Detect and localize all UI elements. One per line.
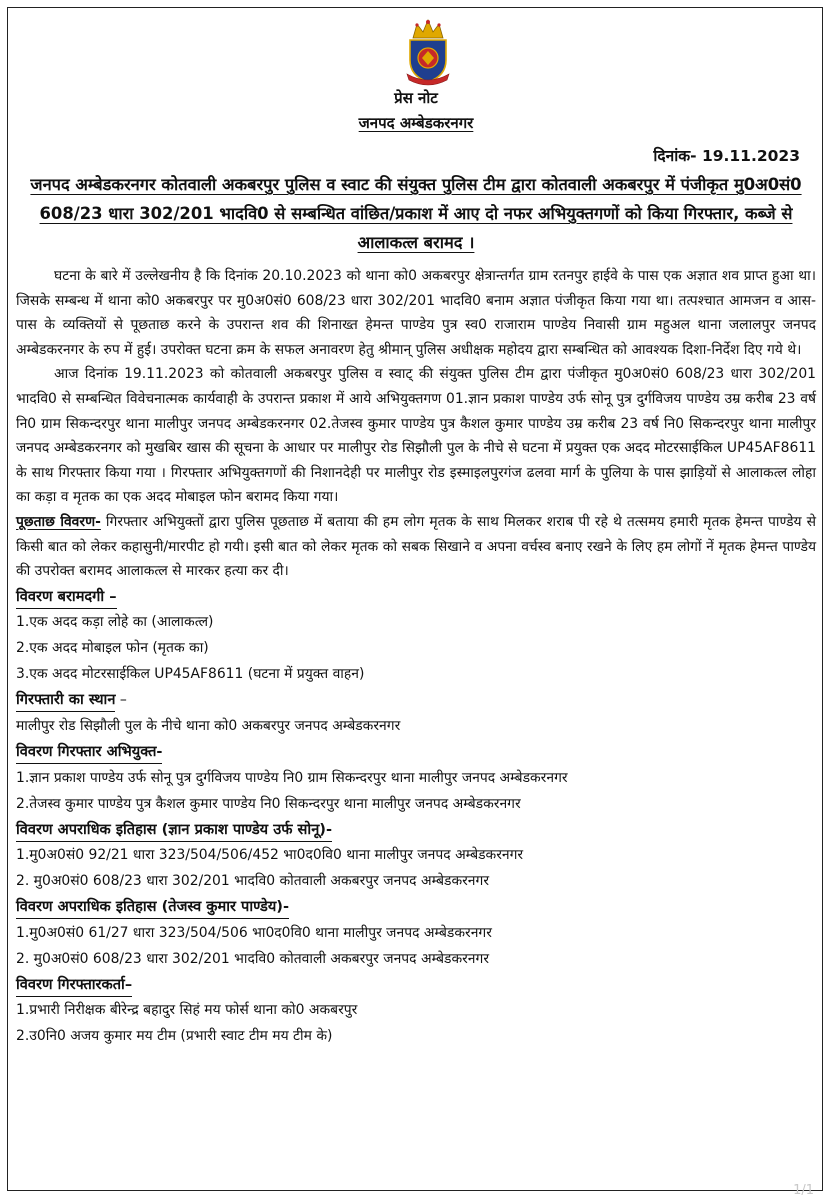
paragraph-incident: घटना के बारे में उल्लेखनीय है कि दिनांक 20.10.2023 को थाना को0 अकबरपुर क्षेत्रान्तर्गत ग्राम रतनपुर हाईवे के पास एक अज्ञात शव प्राप्त हुआ था। जिसके सम्बन्ध में थाना को0 अकबरपुर पर मु0अ0सं0 608/23 धारा 302/201 भादवि0 बनाम अज्ञात पंजीकृत किया गया था। तत्पश्चात आमजन व आस-पास के व्यक्तियों से पूछताछ करने के उपरान्त शव की शिनाख्त हेमन्त पाण्डेय पुत्र स्व0 राजाराम पाण्डेय निवासी ग्राम महुअल थाना जलालपुर जनपद अम्बेडकरनगर के रुप में हुई। उपरोक्त घटना क्रम के सफल अनावरण हेतु श्रीमान् पुलिस अधीक्षक महोदय द्वारा सम्बन्धित को आवश्यक दिशा-निर्देश दिए गये थे।	[16, 268, 816, 358]
section-line: मालीपुर रोड सिझौली पुल के नीचे थाना को0 अकबरपुर जनपद अम्बेडकरनगर	[16, 717, 401, 734]
section-line: 1.मु0अ0सं0 92/21 धारा 323/504/506/452 भा0द0वि0 थाना मालीपुर जनपद अम्बेडकरनगर	[16, 847, 524, 864]
press-note-body	[16, 264, 816, 1049]
section-heading: विवरण अपराधिक इतिहास (ज्ञान प्रकाश पाण्डेय उर्फ सोनू)-	[16, 818, 332, 842]
details-sections	[16, 585, 816, 1050]
press-note-title: प्रेस नोट	[394, 89, 438, 107]
section-line: 1.प्रभारी निरीक्षक बीरेन्द्र बहादुर सिहं मय फोर्स थाना को0 अकबरपुर	[16, 1002, 358, 1019]
section-line: 2.तेजस्व कुमार पाण्डेय पुत्र कैशल कुमार पाण्डेय नि0 सिकन्दरपुर थाना मालीपुर जनपद अम्बेडकरनगर	[16, 795, 521, 812]
section-block	[16, 740, 816, 817]
section-heading-row	[16, 818, 816, 843]
section-block	[16, 818, 816, 895]
section-line: 3.एक अदद मोटरसाईकिल UP45AF8611 (घटना में प्रयुक्त वाहन)	[16, 666, 365, 683]
section-heading: विवरण अपराधिक इतिहास (तेजस्व कुमार पाण्डेय)-	[16, 895, 289, 919]
up-police-emblem-icon	[403, 18, 453, 86]
section-heading-suffix: –	[115, 692, 127, 709]
interrogation-label: पूछताछ विवरण-	[16, 513, 101, 530]
section-heading: गिरफ्तारी का स्थान	[16, 688, 115, 712]
section-block	[16, 688, 816, 739]
section-heading-row	[16, 973, 816, 998]
section-heading-row	[16, 688, 816, 713]
interrogation-text: गिरफ्तार अभियुक्तों द्वारा पुलिस पूछताछ में बताया की हम लोग मृतक के साथ मिलकर शराब पी रहे थे तत्समय हमारी मृतक हेमन्त पाण्डेय से किसी बात को लेकर कहासुनी/मारपीट हो गयी। इसी बात को लेकर मृतक को सबक सिखाने व अपना वर्चस्व बनाए रखने के लिए हम लोगों नें मृतक हेमन्त पाण्डेय की उपरोक्त बरामद आलाकत्ल से मारकर हत्या कर दी।	[16, 513, 817, 580]
section-line: 2.उ0नि0 अजय कुमार मय टीम (प्रभारी स्वाट टीम मय टीम के)	[16, 1028, 333, 1045]
section-heading-row	[16, 740, 816, 765]
press-note-date: दिनांक- 19.11.2023	[653, 147, 800, 165]
section-heading: विवरण बरामदगी –	[16, 585, 117, 609]
section-line: 1.मु0अ0सं0 61/27 धारा 323/504/506 भा0द0वि0 थाना मालीपुर जनपद अम्बेडकरनगर	[16, 924, 492, 941]
section-line: 2. मु0अ0सं0 608/23 धारा 302/201 भादवि0 कोतवाली अकबरपुर जनपद अम्बेडकरनगर	[16, 873, 490, 890]
section-line: 1.एक अदद कड़ा लोहे का (आलाकत्ल)	[16, 614, 214, 631]
paragraph-interrogation	[16, 510, 816, 584]
section-block	[16, 585, 816, 688]
section-line: 1.ज्ञान प्रकाश पाण्डेय उर्फ सोनू पुत्र दुर्गविजय पाण्डेय नि0 ग्राम सिकन्दरपुर थाना मालीपुर जनपद अम्बेडकरनगर	[16, 769, 568, 786]
page-number: 1/1	[793, 1183, 814, 1198]
section-block	[16, 973, 816, 1050]
section-line: 2.एक अदद मोबाइल फोन (मृतक का)	[16, 640, 209, 657]
section-heading-row	[16, 585, 816, 610]
paragraph-arrest: आज दिनांक 19.11.2023 को कोतवाली अकबरपुर पुलिस व स्वाट् की संयुक्त पुलिस टीम द्वारा पंजीकृत मु0अ0सं0 608/23 धारा 302/201 भादवि0 से सम्बन्धित विवेचनात्मक कार्यवाही के उपरान्त प्रकाश में आये अभियुक्तगण 01.ज्ञान प्रकाश पाण्डेय उर्फ सोनू पुत्र दुर्गविजय पाण्डेय उम्र करीब 23 वर्ष नि0 ग्राम सिकन्दरपुर थाना मालीपुर जनपद अम्बेडकरनगर 02.तेजस्व कुमार पाण्डेय पुत्र कैशल कुमार पाण्डेय उम्र करीब 23 वर्ष नि0 सिकन्दरपुर थाना मालीपुर जनपद अम्बेडकरनगर को मुखबिर खास की सूचना के आधार पर मालीपुर रोड सिझौली पुल के नीचे से घटना में प्रयुक्त एक अदद मोटरसाईकिल UP45AF8611 के साथ गिरफ्तार किया गया । गिरफ्तार अभियुक्तगणों की निशानदेही पर मालीपुर रोड इस्माइलपुरगंज ढलवा मार्ग के पुलिया के पास झाड़ियों से आलाकत्ल लोहा का कड़ा व मृतक का एक अदद मोबाइल फोन बरामद किया गया।	[16, 366, 816, 506]
section-heading: विवरण गिरफ्तार अभियुक्त-	[16, 740, 162, 764]
section-line: 2. मु0अ0सं0 608/23 धारा 302/201 भादवि0 कोतवाली अकबरपुर जनपद अम्बेडकरनगर	[16, 950, 490, 967]
district-subtitle: जनपद अम्बेडकरनगर	[358, 114, 474, 132]
section-heading: विवरण गिरफ्तारकर्ता–	[16, 973, 132, 997]
headline: जनपद अम्बेडकरनगर कोतवाली अकबरपुर पुलिस व स्वाट की संयुक्त पुलिस टीम द्वारा कोतवाली अकबरपुर में पंजीकृत मु0अ0सं0 608/23 धारा 302/201 भादवि0 से सम्बन्धित वांछित/प्रकाश में आए दो नफर अभियुक्तगणों को किया गिरफ्तार, कब्जे से आलाकत्ल बरामद ।	[30, 175, 802, 252]
section-heading-row	[16, 895, 816, 920]
section-block	[16, 895, 816, 972]
